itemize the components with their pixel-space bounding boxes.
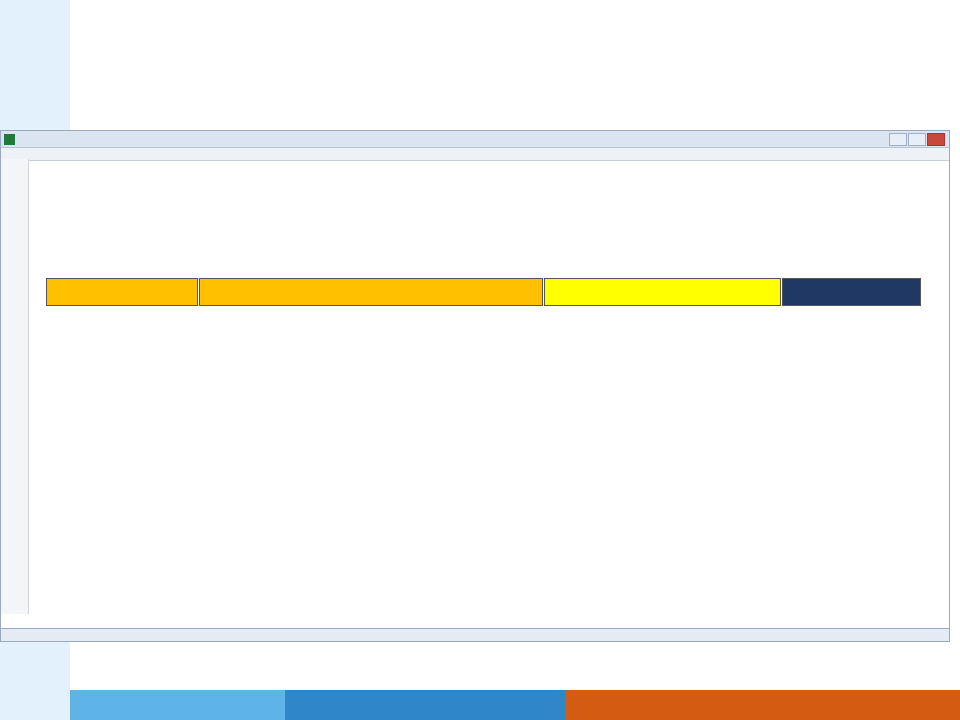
- gantt-grid: [1, 131, 950, 642]
- programacion-header: [544, 278, 781, 306]
- footer-segment: [285, 690, 565, 720]
- footer-segment: [70, 690, 285, 720]
- sheet-tab-bar: [1, 628, 949, 642]
- tareas-header: [199, 278, 543, 306]
- footer-segment: [0, 690, 70, 720]
- footer-bar: [0, 690, 960, 720]
- responsables-header: [782, 278, 921, 306]
- section-header-band: [46, 278, 921, 306]
- university-name: [565, 690, 960, 720]
- worksheet: [1, 131, 950, 642]
- carreras-header: [46, 278, 198, 306]
- excel-window: [0, 130, 950, 642]
